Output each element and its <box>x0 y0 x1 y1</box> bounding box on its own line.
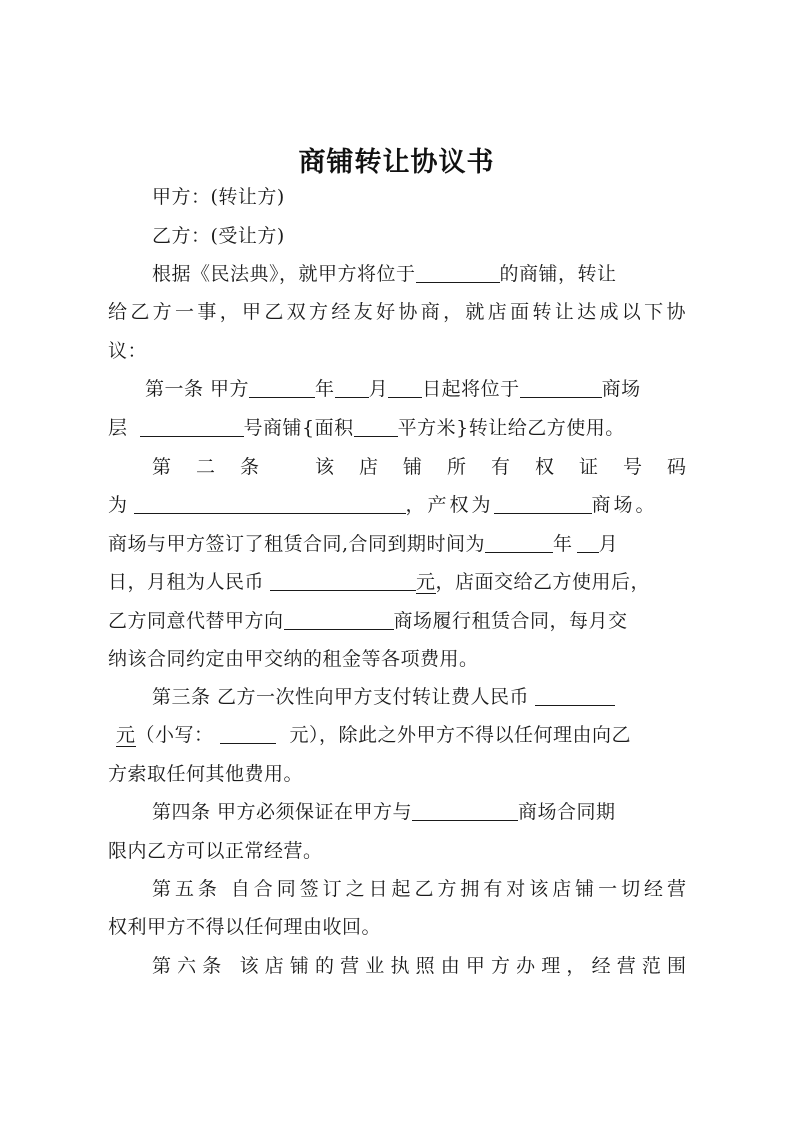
intro-text-a: 根据《民法典》，就甲方将位于 <box>152 263 416 285</box>
lease-contract-text: 商场与甲方签订了租赁合同,合同到期时间为 <box>108 533 486 555</box>
location-blank <box>416 262 500 283</box>
property-label: ，产权为 <box>405 494 494 516</box>
article-2-line-3 <box>108 530 686 558</box>
contract-period-text: 商场合同期 <box>518 801 616 823</box>
transfer-fee-text: 第三条 乙方一次性向甲方支付转让费人民币 <box>152 686 530 708</box>
yuan-label: 元 <box>416 571 436 593</box>
article-2-as-label: 为 <box>108 494 128 516</box>
property-owner-blank <box>494 493 592 514</box>
expiry-month-label: 月 <box>598 533 619 555</box>
article-3-line-1 <box>152 683 686 711</box>
article-3-line-2 <box>108 721 686 749</box>
article-1-label: 第一条 甲方 <box>145 378 250 400</box>
article-6-line-1: 第六条 该店铺的营业执照由甲方办理，经营范围 <box>152 955 686 977</box>
expiry-year-blank <box>485 532 553 553</box>
mall-name-blank <box>284 609 394 630</box>
area-unit-label: 平方米}转让给乙方使用。 <box>397 417 625 439</box>
article-2-line-2 <box>108 491 686 519</box>
area-blank <box>354 416 398 437</box>
article-2-line-5 <box>108 607 686 635</box>
intro-line-1 <box>152 260 686 288</box>
intro-line-2: 给乙方一事，甲乙双方经友好协商，就店面转让达成以下协 <box>108 301 686 323</box>
mall-blank <box>520 377 602 398</box>
article-3-line-3: 方索取任何其他费用。 <box>108 763 304 785</box>
article-1-line-1 <box>145 375 686 403</box>
expiry-month-blank <box>577 532 599 553</box>
article-5-line-2: 权利甲方不得以任何理由收回。 <box>108 916 382 938</box>
mall-label: 商场 <box>601 378 641 400</box>
yuan-label-2: 元 <box>116 724 136 746</box>
agree-text: 乙方同意代替甲方向 <box>108 610 284 632</box>
transfer-fee-blank <box>535 685 615 706</box>
shop-area-label: 号商铺{面积 <box>243 417 354 439</box>
monthly-rent-blank <box>270 570 416 591</box>
article-2-line-4 <box>108 568 686 596</box>
intro-line-3: 议： <box>108 340 148 362</box>
mall-contract-blank <box>412 800 518 821</box>
article-4-line-2: 限内乙方可以正常经营。 <box>108 840 323 862</box>
lowercase-label: （小写： <box>135 724 214 746</box>
article-1-line-2 <box>108 414 686 442</box>
article-4-line-1 <box>152 798 686 826</box>
intro-text-b: 的商铺，转让 <box>499 263 617 285</box>
day-label: 日起将位于 <box>422 378 520 400</box>
mall-label-2: 商场。 <box>591 494 658 516</box>
party-b-line: 乙方：(受让方) <box>152 225 285 247</box>
handover-text: ，店面交给乙方使用后， <box>435 571 651 593</box>
floor-label: 层 <box>108 417 128 439</box>
lowercase-amount-blank <box>220 723 276 744</box>
article-5-line-1: 第五条 自合同签订之日起乙方拥有对该店铺一切经营 <box>152 878 686 900</box>
document-title: 商铺转让协议书 <box>298 147 495 178</box>
guarantee-text: 第四条 甲方必须保证在甲方与 <box>152 801 413 823</box>
day-blank <box>388 377 422 398</box>
shop-number-blank <box>140 416 244 437</box>
no-other-fee-text: 元），除此之外甲方不得以任何理由向乙 <box>289 724 632 746</box>
expiry-year-label: 年 <box>553 533 573 555</box>
article-2-line-1: 第二条 该店铺所有权证号码 <box>152 456 686 478</box>
month-blank <box>335 377 369 398</box>
lease-obligation-text: 商场履行租赁合同，每月交 <box>393 610 628 632</box>
year-label: 年 <box>315 378 335 400</box>
article-2-line-6: 纳该合同约定由甲交纳的租金等各项费用。 <box>108 648 479 670</box>
year-blank <box>249 377 315 398</box>
party-a-line: 甲方：(转让方) <box>152 186 285 208</box>
monthly-rent-text: 日，月租为人民币 <box>108 571 265 593</box>
certificate-number-blank <box>134 493 406 514</box>
month-label: 月 <box>368 378 389 400</box>
